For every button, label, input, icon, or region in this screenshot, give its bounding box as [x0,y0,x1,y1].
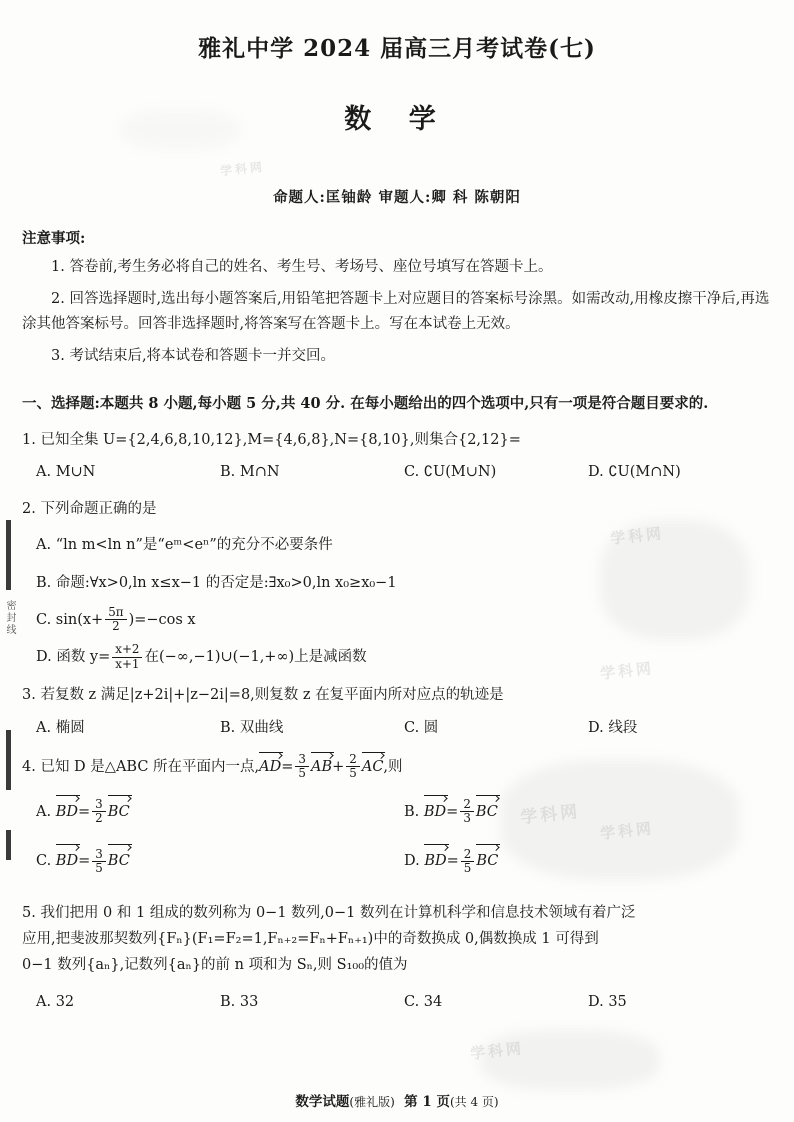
question-3-option-b[interactable]: B. 双曲线 [220,719,284,736]
question-5-number: 5. [22,905,36,922]
watermark: 学科网 [219,159,266,179]
q4b-num: 2 [463,796,471,811]
question-3-stem: 若复数 z 满足|z+2i|+|z−2i|=8,则复数 z 在复平面内所对应点的轨迹是 [40,687,504,704]
q4c-v2: BC [108,844,130,878]
binding-mark [6,730,11,790]
question-5-option-d[interactable]: D. 35 [588,993,627,1010]
question-2-number: 2. [22,501,36,518]
section-text: 本题共 8 小题,每小题 5 分,共 40 分. 在每小题给出的四个选项中,只有一项是符合题目要求的. [99,394,709,412]
question-5-line-3: 0−1 数列{aₙ},记数列{aₙ}的前 n 项和为 Sₙ,则 S₁₀₀的值为 [22,957,408,974]
q4b-v1: BD [424,795,446,829]
q4b-den: 3 [460,811,474,825]
notice-heading: 注意事项: [22,230,86,247]
question-5-line-2: 应用,把斐波那契数列{Fₙ}(F₁=F₂=1,Fₙ₊₂=Fₙ+Fₙ₊₁)中的奇数换成 0,偶数换成 1 可得到 [22,931,599,948]
q4d-fraction [461,848,475,876]
question-1-option-a[interactable]: A. M∪N [36,464,96,481]
footer-subject: 数学试题 [295,1094,350,1110]
q4-eq: = [281,758,294,775]
notice-item-2: 2. 回答选择题时,选出每小题答案后,用铅笔把答题卡上对应题目的答案标号涂黑。如需改动,用橡皮擦干净后,再选涂其他答案标号。回答非选择题时,将答案写在答题卡上。写在本试卷上无效。 [22,290,770,332]
question-2 [22,496,772,671]
question-1-option-d[interactable]: D. ∁U(M∩N) [588,464,681,481]
q4a-label: A. [36,803,52,820]
page-footer [0,1090,794,1110]
question-4-options-row-2 [36,844,772,878]
q4-f1-num: 3 [298,751,306,766]
question-1-stem: 已知全集 U={2,4,6,8,10,12},M={4,6,8},N={8,10},则集合{2,12}= [40,432,521,449]
watermark: 学科网 [519,801,582,829]
question-4-option-b[interactable] [404,795,772,829]
question-5 [22,900,772,1014]
q4a-v2: BC [108,795,130,829]
q4c-fraction [92,848,106,876]
question-2-option-a[interactable]: A. “ln m<ln n”是“eᵐ<eⁿ”的充分不必要条件 [36,537,333,554]
question-2-option-c[interactable] [36,606,772,634]
q4-stem-post: ,则 [383,758,403,775]
q4a-fraction [92,798,106,826]
question-4-option-d[interactable] [404,844,772,878]
question-3-option-a[interactable]: A. 椭圆 [36,719,85,736]
question-5-option-c[interactable]: C. 34 [404,993,443,1010]
scan-blotch [480,1030,660,1090]
question-2-stem: 下列命题正确的是 [40,501,157,518]
q2c-fraction [105,606,126,634]
q4c-num: 3 [95,846,103,861]
question-1-option-c[interactable]: C. ∁U(M∪N) [404,464,497,481]
footer-total: (共 4 页) [449,1095,499,1109]
watermark: 学科网 [469,1039,525,1063]
q4b-eq: = [446,803,459,820]
question-3-number: 3. [22,687,36,704]
q4b-v2: BC [476,795,498,829]
notice-item-1: 1. 答卷前,考生务必将自己的姓名、考生号、考场号、座位号填写在答题卡上。 [51,259,553,275]
question-1-options [36,459,772,485]
footer-page: 第 1 页 [404,1094,450,1110]
question-4-option-c[interactable] [36,844,404,878]
q4a-den: 2 [92,811,106,825]
q4a-eq: = [77,803,91,820]
question-4-option-a[interactable] [36,795,404,829]
q4-fraction-2 [346,753,360,781]
q4-fraction-1 [295,753,309,781]
question-5-option-b[interactable]: B. 33 [220,993,259,1010]
page-title: 雅礼中学 2024 届高三月考试卷(七) [198,35,596,62]
vector-ad: AD [259,752,281,780]
question-1 [22,427,772,485]
section-heading [22,391,772,416]
q4b-label: B. [404,803,420,820]
notice-item-3: 3. 考试结束后,将本试卷和答题卡一并交回。 [51,347,336,364]
q4d-v2: BC [476,844,498,878]
q4c-v1: BD [56,844,78,878]
q2c-denominator: 2 [105,619,126,633]
question-5-option-a[interactable]: A. 32 [36,993,75,1010]
side-margin-text: 密封线 [4,600,15,636]
q4d-label: D. [404,853,420,870]
q2d-denominator: x+1 [112,657,142,671]
vector-ac: AC [362,752,384,780]
vector-ab: AB [311,752,332,780]
question-1-option-b[interactable]: B. M∩N [220,464,280,481]
question-3-option-d[interactable]: D. 线段 [588,719,638,736]
binding-mark [6,830,11,860]
authors-line: 命题人:匡铀龄 审题人:卿 科 陈朝阳 [273,189,521,206]
q4d-den: 5 [461,861,475,875]
question-4-number: 4. [22,758,36,775]
q2d-pre: D. 函数 y= [36,649,111,666]
q2d-fraction [112,643,142,671]
subject-title: 数 学 [344,104,450,135]
question-5-line-1: 我们把用 0 和 1 组成的数列称为 0−1 数列,0−1 数列在计算机科学和信息技术领域有着广泛 [40,905,636,922]
q4-f2-num: 2 [349,751,357,766]
binding-mark [6,520,11,590]
question-3-option-c[interactable]: C. 圆 [404,719,439,736]
q2d-numerator: x+2 [115,642,140,657]
question-2-option-b[interactable]: B. 命题:∀x>0,ln x≤x−1 的否定是:∃x₀>0,ln x₀≥x₀−1 [36,574,397,591]
watermark: 学科网 [609,524,665,548]
q4d-v1: BD [424,844,446,878]
question-5-options [36,989,772,1015]
q4-plus: + [332,758,345,775]
q2c-pre: C. sin(x+ [36,611,104,628]
watermark: 学科网 [599,819,655,843]
q4d-eq: = [446,853,459,870]
question-4 [22,752,772,879]
question-1-number: 1. [22,432,36,449]
q4c-den: 5 [92,861,106,875]
section-label: 一、选择题: [22,394,100,412]
q4a-v1: BD [56,795,78,829]
question-3-options [36,715,772,741]
q4c-eq: = [78,853,91,870]
q4d-num: 2 [463,846,472,861]
q2d-post: 在(−∞,−1)∪(−1,+∞)上是减函数 [144,649,367,666]
q4c-label: C. [36,853,52,870]
question-4-stem-pre: 已知 D 是△ABC 所在平面内一点, [40,758,260,775]
q4a-num: 3 [95,796,103,811]
q4b-fraction [460,798,474,826]
question-3 [22,682,772,740]
q2c-numerator: 5π [108,605,124,620]
question-4-options-row-1 [36,795,772,829]
footer-version: (雅礼版) [349,1095,395,1109]
watermark: 学科网 [599,659,655,683]
q2c-post: )=−cos x [128,611,196,628]
question-2-option-d[interactable] [36,643,772,671]
q4-f2-den: 5 [346,766,360,780]
q4-f1-den: 5 [295,766,309,780]
